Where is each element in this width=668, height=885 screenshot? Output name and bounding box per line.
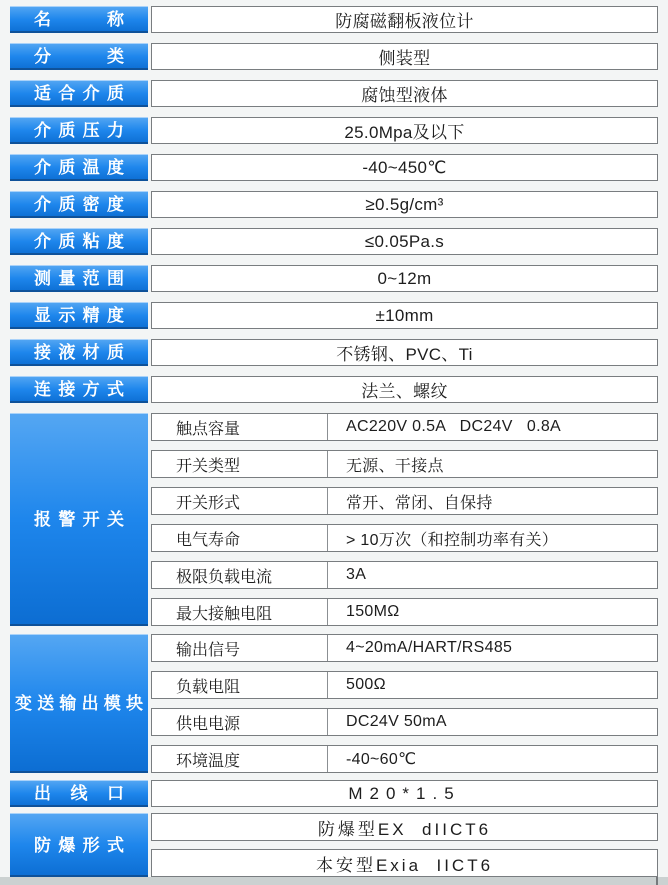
row-suitable-medium bbox=[10, 80, 658, 107]
row-value: 防腐磁翻板液位计 bbox=[151, 6, 658, 33]
subrow-name: 开关形式 bbox=[152, 488, 328, 514]
subrow-name: 电气寿命 bbox=[152, 525, 328, 551]
group-label-text: 防爆形式 bbox=[34, 835, 124, 855]
row-measuring-range bbox=[10, 265, 658, 292]
subrow-switch-type bbox=[151, 450, 658, 478]
row-label-text: 介质密度 bbox=[34, 195, 124, 214]
row-value: 法兰、螺纹 bbox=[151, 376, 658, 403]
row-label bbox=[10, 6, 148, 33]
row-label-text: 介质粘度 bbox=[34, 232, 124, 251]
subrow-value: 无源、干接点 bbox=[346, 457, 444, 475]
subrow-value: 4~20mA/HART/RS485 bbox=[346, 639, 513, 656]
row-display-accuracy bbox=[10, 302, 658, 329]
row-cable-entry bbox=[10, 780, 658, 807]
transmitter-subrows bbox=[151, 634, 658, 773]
row-medium-pressure bbox=[10, 117, 658, 144]
subrow-value: > 10万次（和控制功率有关） bbox=[346, 531, 559, 549]
explosion-proof-type-exia: 本安型Exia IICT6 bbox=[151, 849, 658, 877]
subrow-ambient-temperature bbox=[151, 745, 658, 773]
subrow-contact-capacity bbox=[151, 413, 658, 441]
subrow-value: 3A bbox=[346, 566, 367, 583]
subrow-value: 150MΩ bbox=[346, 603, 400, 620]
subrow-output-signal bbox=[151, 634, 658, 662]
subrow-name: 供电电源 bbox=[152, 709, 328, 735]
row-label bbox=[10, 191, 148, 218]
subrow-name: 开关类型 bbox=[152, 451, 328, 477]
row-label bbox=[10, 339, 148, 366]
row-label-text: 分类 bbox=[34, 47, 124, 66]
row-value: 侧装型 bbox=[151, 43, 658, 70]
subrow-value: DC24V 50mA bbox=[346, 713, 447, 730]
row-label bbox=[10, 376, 148, 403]
row-value: M20*1.5 bbox=[151, 780, 658, 807]
group-label bbox=[10, 634, 148, 773]
alarm-switch-subrows bbox=[151, 413, 658, 626]
row-label-text: 介质压力 bbox=[34, 121, 124, 140]
row-label bbox=[10, 780, 148, 807]
subrow-value: -40~60℃ bbox=[346, 751, 417, 768]
row-label-text: 测量范围 bbox=[34, 269, 124, 288]
row-medium-temperature bbox=[10, 154, 658, 181]
subrow-load-resistance bbox=[151, 671, 658, 699]
subrow-name: 最大接触电阻 bbox=[152, 599, 328, 625]
row-label bbox=[10, 228, 148, 255]
row-value: ±10mm bbox=[151, 302, 658, 329]
group-label bbox=[10, 813, 148, 877]
row-value: 不锈钢、PVC、Ti bbox=[151, 339, 658, 366]
group-transmitter-module bbox=[10, 634, 658, 773]
group-explosion-proof bbox=[10, 813, 658, 877]
subrow-value: 500Ω bbox=[346, 676, 386, 693]
row-label-text: 接液材质 bbox=[34, 343, 124, 362]
bottom-band bbox=[0, 877, 668, 885]
subrow-limit-load-current bbox=[151, 561, 658, 589]
subrow-value: AC220V 0.5A DC24V 0.8A bbox=[346, 418, 562, 435]
row-value: 腐蚀型液体 bbox=[151, 80, 658, 107]
subrow-switch-form bbox=[151, 487, 658, 515]
row-label bbox=[10, 80, 148, 107]
subrow-name: 输出信号 bbox=[152, 635, 328, 661]
row-label bbox=[10, 154, 148, 181]
row-label bbox=[10, 265, 148, 292]
row-category bbox=[10, 43, 658, 70]
row-label-text: 连接方式 bbox=[34, 380, 124, 399]
subrow-value: 常开、常闭、自保持 bbox=[346, 494, 493, 512]
next-row-border-tick bbox=[656, 877, 658, 885]
subrow-electrical-life bbox=[151, 524, 658, 552]
subrow-name: 环境温度 bbox=[152, 746, 328, 772]
explosion-proof-type-ex: 防爆型EX dIICT6 bbox=[151, 813, 658, 841]
row-label bbox=[10, 43, 148, 70]
row-value: 25.0Mpa及以下 bbox=[151, 117, 658, 144]
row-value: -40~450℃ bbox=[151, 154, 658, 181]
subrow-name: 触点容量 bbox=[152, 414, 328, 440]
row-wetted-material bbox=[10, 339, 658, 366]
subrow-max-contact-resistance bbox=[151, 598, 658, 626]
row-label bbox=[10, 302, 148, 329]
row-label-text: 显示精度 bbox=[34, 306, 124, 325]
row-value: ≤0.05Pa.s bbox=[151, 228, 658, 255]
row-value: 0~12m bbox=[151, 265, 658, 292]
row-value: ≥0.5g/cm³ bbox=[151, 191, 658, 218]
subrow-power-supply bbox=[151, 708, 658, 736]
row-label-text: 出线口 bbox=[34, 784, 124, 803]
row-product-name bbox=[10, 6, 658, 33]
group-label-text: 报警开关 bbox=[34, 510, 124, 529]
group-label bbox=[10, 413, 148, 626]
group-alarm-switch bbox=[10, 413, 658, 626]
group-label-text: 变送输出模块 bbox=[15, 694, 143, 713]
row-label-text: 适合介质 bbox=[34, 84, 124, 103]
subrow-name: 极限负载电流 bbox=[152, 562, 328, 588]
row-label-text: 名称 bbox=[34, 10, 124, 29]
row-label-text: 介质温度 bbox=[34, 158, 124, 177]
row-medium-viscosity bbox=[10, 228, 658, 255]
row-medium-density bbox=[10, 191, 658, 218]
row-label bbox=[10, 117, 148, 144]
row-connection-type bbox=[10, 376, 658, 403]
explosion-proof-rows bbox=[151, 813, 658, 877]
subrow-name: 负载电阻 bbox=[152, 672, 328, 698]
